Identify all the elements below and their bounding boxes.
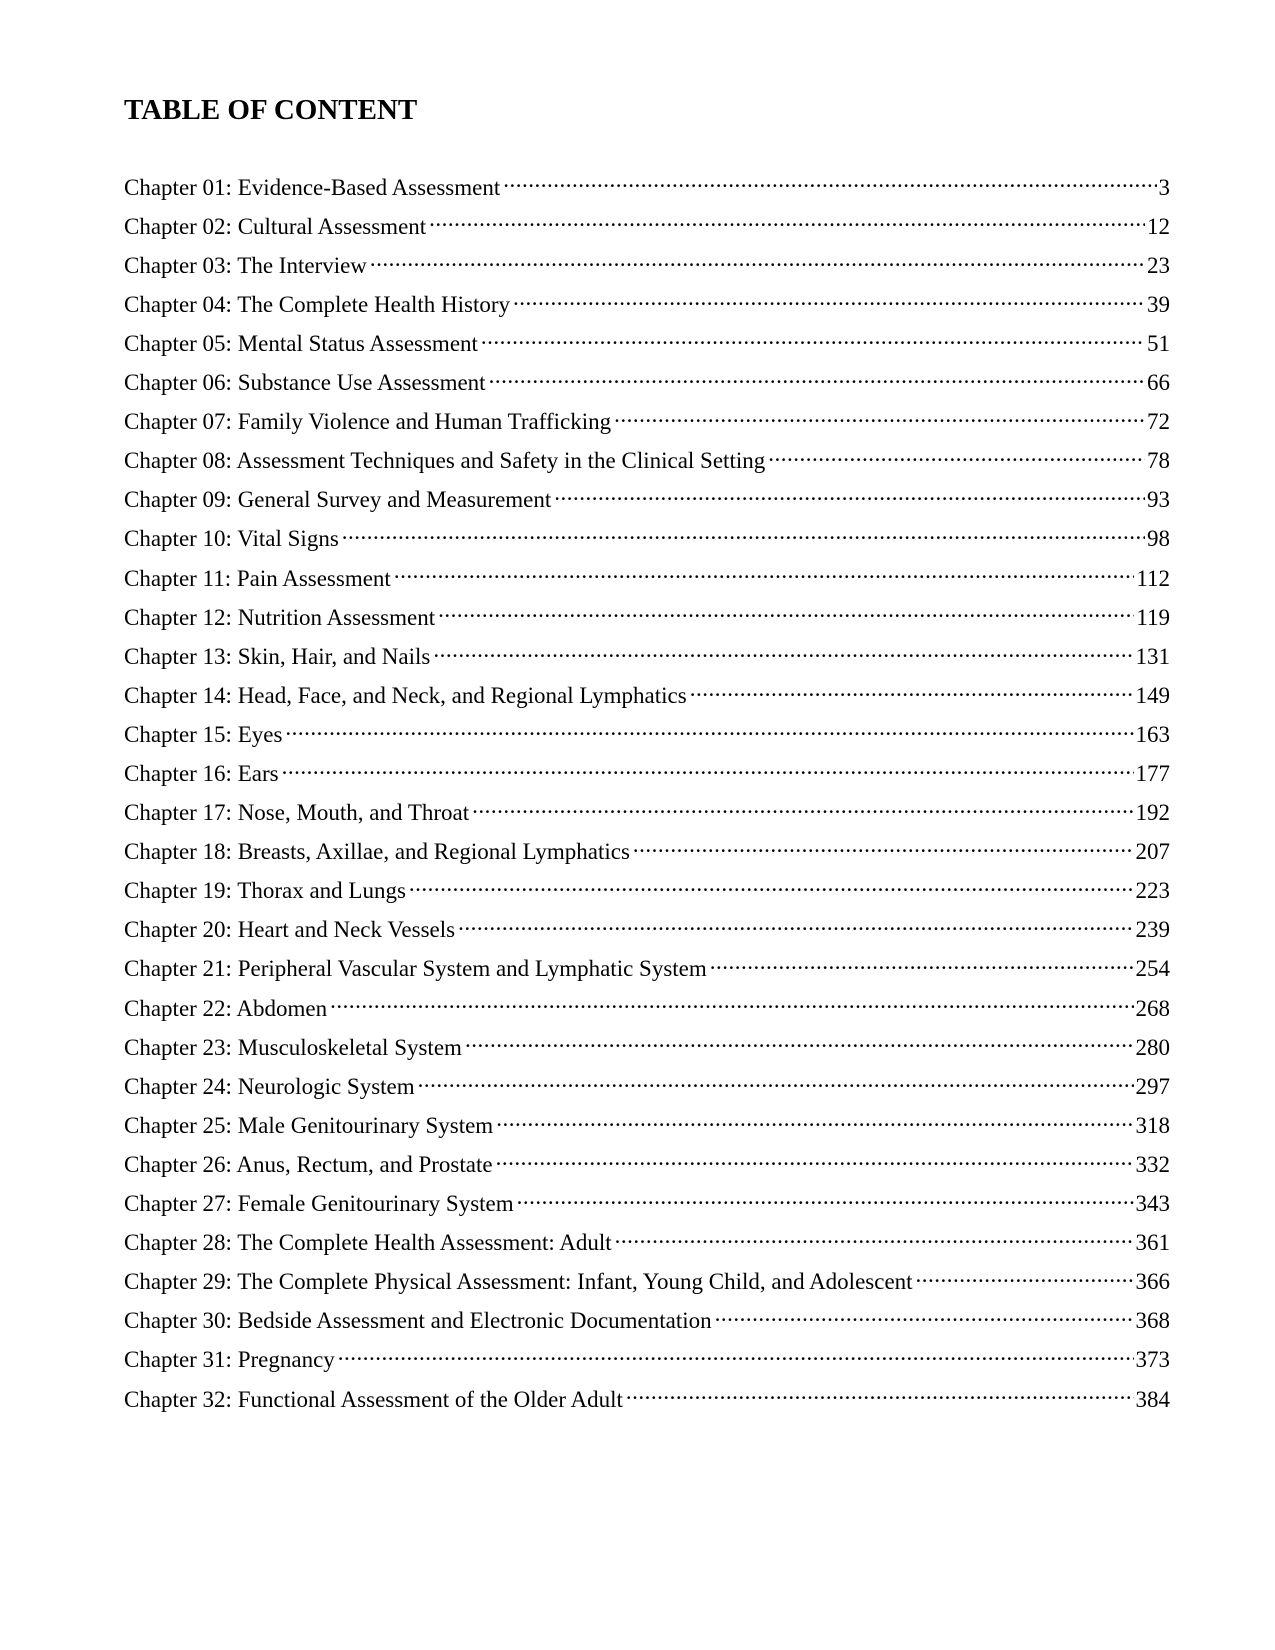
toc-entry-label: Chapter 31: Pregnancy (124, 1347, 335, 1373)
toc-entry[interactable] (124, 362, 1170, 401)
toc-entry[interactable] (124, 753, 1170, 792)
toc-entry-label: Chapter 21: Peripheral Vascular System and Lymphatic System (124, 956, 707, 982)
dot-leader (554, 480, 1145, 508)
toc-entry[interactable] (124, 988, 1170, 1027)
dot-leader (517, 1183, 1134, 1211)
toc-entry[interactable] (124, 1223, 1170, 1262)
toc-entry-page-number: 149 (1135, 682, 1170, 708)
toc-entry-label: Chapter 22: Abdomen (124, 995, 328, 1021)
toc-entry-page-number: 112 (1136, 565, 1170, 591)
toc-entry-page-number: 98 (1147, 526, 1170, 552)
dot-leader (633, 832, 1134, 860)
dot-leader (409, 871, 1134, 899)
toc-entry-page-number: 254 (1135, 956, 1170, 982)
toc-entry-page-number: 280 (1135, 1034, 1170, 1060)
toc-entry-page-number: 119 (1136, 604, 1170, 630)
dot-leader (342, 519, 1145, 547)
toc-entry-label: Chapter 08: Assessment Techniques and Safety in the Clinical Setting (124, 448, 766, 474)
toc-entry-label: Chapter 13: Skin, Hair, and Nails (124, 643, 431, 669)
toc-entry[interactable] (124, 206, 1170, 245)
toc-entry-label: Chapter 28: The Complete Health Assessment: Adult (124, 1230, 612, 1256)
dot-leader (370, 245, 1145, 273)
toc-entry[interactable] (124, 636, 1170, 675)
toc-entry-page-number: 223 (1135, 878, 1170, 904)
toc-entry[interactable] (124, 167, 1170, 206)
toc-entry-label: Chapter 03: The Interview (124, 252, 367, 278)
dot-leader (496, 1144, 1134, 1172)
toc-entry[interactable] (124, 1379, 1170, 1418)
toc-entry-page-number: 297 (1135, 1073, 1170, 1099)
toc-entry-label: Chapter 29: The Complete Physical Assessment: Infant, Young Child, and Adolescent (124, 1269, 913, 1295)
dot-leader (438, 597, 1134, 625)
toc-entry-label: Chapter 17: Nose, Mouth, and Throat (124, 800, 470, 826)
dot-leader (481, 323, 1145, 351)
dot-leader (429, 206, 1145, 234)
toc-entry-label: Chapter 27: Female Genitourinary System (124, 1191, 514, 1217)
toc-entry-label: Chapter 24: Neurologic System (124, 1073, 415, 1099)
toc-entry-label: Chapter 26: Anus, Rectum, and Prostate (124, 1151, 493, 1177)
toc-list (124, 167, 1170, 1418)
toc-entry-page-number: 318 (1135, 1112, 1170, 1138)
toc-entry-page-number: 343 (1135, 1191, 1170, 1217)
toc-entry[interactable] (124, 284, 1170, 323)
dot-leader (285, 714, 1133, 742)
toc-entry-label: Chapter 05: Mental Status Assessment (124, 330, 478, 356)
toc-entry-page-number: 373 (1135, 1347, 1170, 1373)
toc-entry-label: Chapter 07: Family Violence and Human Trafficking (124, 409, 612, 435)
toc-entry[interactable] (124, 1066, 1170, 1105)
toc-entry[interactable] (124, 597, 1170, 636)
toc-entry-page-number: 66 (1147, 370, 1170, 396)
toc-entry-page-number: 39 (1147, 291, 1170, 317)
toc-entry[interactable] (124, 1027, 1170, 1066)
toc-entry-page-number: 384 (1135, 1386, 1170, 1412)
dot-leader (690, 675, 1134, 703)
dot-leader (503, 167, 1156, 195)
dot-leader (768, 441, 1145, 469)
toc-entry[interactable] (124, 480, 1170, 519)
dot-leader (513, 284, 1145, 312)
dot-leader (394, 558, 1135, 586)
toc-entry-label: Chapter 09: General Survey and Measurement (124, 487, 552, 513)
toc-entry-label: Chapter 19: Thorax and Lungs (124, 878, 406, 904)
dot-leader (489, 362, 1145, 390)
toc-entry-label: Chapter 06: Substance Use Assessment (124, 370, 486, 396)
dot-leader (614, 402, 1145, 430)
toc-entry-page-number: 368 (1135, 1308, 1170, 1334)
toc-entry-label: Chapter 23: Musculoskeletal System (124, 1034, 462, 1060)
toc-entry[interactable] (124, 910, 1170, 949)
dot-leader (715, 1301, 1134, 1329)
dot-leader (282, 753, 1134, 781)
toc-entry-label: Chapter 20: Heart and Neck Vessels (124, 917, 456, 943)
toc-entry-label: Chapter 30: Bedside Assessment and Electronic Documentation (124, 1308, 712, 1334)
page-title: TABLE OF CONTENT (124, 94, 418, 126)
toc-entry-label: Chapter 25: Male Genitourinary System (124, 1112, 494, 1138)
toc-entry-page-number: 361 (1135, 1230, 1170, 1256)
toc-entry-page-number: 131 (1135, 643, 1170, 669)
toc-entry[interactable] (124, 441, 1170, 480)
toc-entry-page-number: 93 (1147, 487, 1170, 513)
dot-leader (433, 636, 1133, 664)
toc-entry[interactable] (124, 519, 1170, 558)
toc-entry-page-number: 332 (1135, 1151, 1170, 1177)
toc-entry-page-number: 366 (1135, 1269, 1170, 1295)
toc-entry-page-number: 3 (1158, 174, 1170, 200)
toc-entry-label: Chapter 15: Eyes (124, 721, 283, 747)
dot-leader (465, 1027, 1134, 1055)
toc-entry[interactable] (124, 1340, 1170, 1379)
toc-entry-page-number: 239 (1135, 917, 1170, 943)
toc-entry[interactable] (124, 1301, 1170, 1340)
toc-entry-page-number: 72 (1147, 409, 1170, 435)
dot-leader (615, 1223, 1134, 1251)
toc-entry-page-number: 12 (1147, 213, 1170, 239)
toc-entry-page-number: 78 (1147, 448, 1170, 474)
toc-entry[interactable] (124, 871, 1170, 910)
toc-entry-page-number: 268 (1135, 995, 1170, 1021)
toc-entry[interactable] (124, 1144, 1170, 1183)
toc-entry[interactable] (124, 323, 1170, 362)
dot-leader (418, 1066, 1134, 1094)
dot-leader (626, 1379, 1134, 1407)
toc-entry-label: Chapter 16: Ears (124, 761, 279, 786)
toc-entry[interactable] (124, 793, 1170, 832)
toc-entry-page-number: 23 (1147, 252, 1170, 278)
toc-entry-label: Chapter 12: Nutrition Assessment (124, 604, 436, 630)
toc-entry-label: Chapter 18: Breasts, Axillae, and Regional Lymphatics (124, 839, 630, 865)
toc-entry[interactable] (124, 949, 1170, 988)
dot-leader (330, 988, 1133, 1016)
toc-entry[interactable] (124, 714, 1170, 753)
toc-entry[interactable] (124, 1262, 1170, 1301)
toc-entry[interactable] (124, 832, 1170, 871)
toc-entry-page-number: 177 (1135, 761, 1170, 786)
dot-leader (710, 949, 1134, 977)
toc-entry[interactable] (124, 1105, 1170, 1144)
toc-entry-label: Chapter 01: Evidence-Based Assessment (124, 174, 501, 200)
toc-entry-label: Chapter 14: Head, Face, and Neck, and Regional Lymphatics (124, 682, 687, 708)
toc-entry-label: Chapter 11: Pain Assessment (124, 565, 391, 591)
toc-entry[interactable] (124, 245, 1170, 284)
toc-entry[interactable] (124, 558, 1170, 597)
dot-leader (496, 1105, 1133, 1133)
toc-entry[interactable] (124, 675, 1170, 714)
dot-leader (338, 1340, 1134, 1368)
toc-entry-page-number: 192 (1135, 800, 1170, 826)
toc-entry-page-number: 207 (1135, 839, 1170, 865)
toc-entry-page-number: 163 (1135, 721, 1170, 747)
dot-leader (472, 793, 1133, 821)
toc-entry-label: Chapter 32: Functional Assessment of the Older Adult (124, 1386, 623, 1412)
toc-entry[interactable] (124, 1183, 1170, 1222)
toc-entry-label: Chapter 02: Cultural Assessment (124, 213, 427, 239)
dot-leader (916, 1262, 1134, 1290)
toc-entry[interactable] (124, 402, 1170, 441)
toc-entry-page-number: 51 (1147, 330, 1170, 356)
toc-entry-label: Chapter 04: The Complete Health History (124, 291, 511, 317)
dot-leader (458, 910, 1133, 938)
toc-entry-label: Chapter 10: Vital Signs (124, 526, 339, 552)
